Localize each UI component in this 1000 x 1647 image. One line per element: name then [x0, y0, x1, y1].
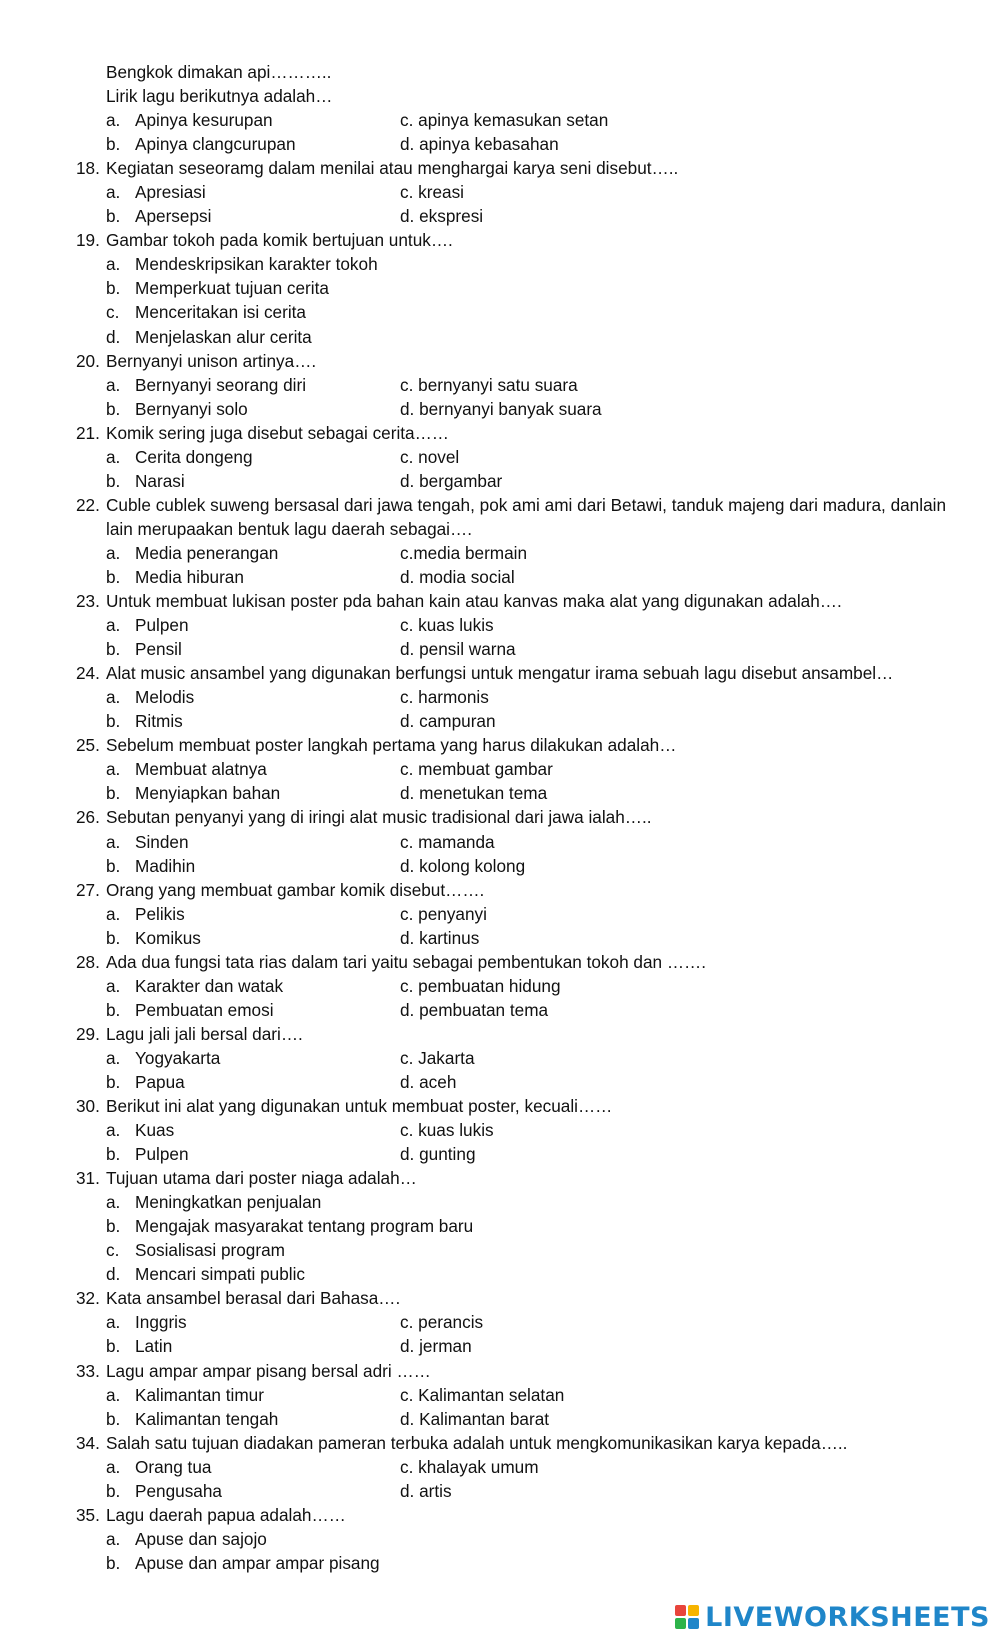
- option-text[interactable]: Memperkuat tujuan cerita: [135, 278, 329, 299]
- option-row: [76, 252, 946, 276]
- question-number: 19.: [76, 230, 100, 251]
- question-block: [76, 156, 946, 228]
- option-row: [76, 1214, 946, 1238]
- option-text[interactable]: Pembuatan emosi: [135, 999, 274, 1020]
- question-block: [76, 1022, 946, 1094]
- question-number: 33.: [76, 1360, 100, 1381]
- worksheet-document: [76, 60, 946, 1575]
- option-text[interactable]: d. bergambar: [400, 470, 503, 491]
- option-letter: b.: [106, 927, 121, 948]
- option-text[interactable]: c. kreasi: [400, 182, 464, 203]
- option-letter: a.: [106, 1120, 121, 1141]
- option-text[interactable]: c. perancis: [400, 1312, 484, 1333]
- question-number: 22.: [76, 494, 100, 515]
- option-text[interactable]: Orang tua: [135, 1456, 212, 1477]
- option-letter: a.: [106, 759, 121, 780]
- option-row: [76, 1551, 946, 1575]
- option-row: [76, 300, 946, 324]
- option-text[interactable]: c. membuat gambar: [400, 759, 553, 780]
- option-text[interactable]: d. Kalimantan barat: [400, 1408, 550, 1429]
- question-text: Kata ansambel berasal dari Bahasa….: [106, 1288, 401, 1309]
- option-text[interactable]: d. apinya kebasahan: [400, 134, 559, 155]
- question-number: 28.: [76, 951, 100, 972]
- option-row: [76, 445, 946, 469]
- option-row: [76, 830, 946, 854]
- option-row: [76, 902, 946, 926]
- option-letter: d.: [106, 326, 121, 347]
- option-row: [76, 998, 946, 1022]
- option-letter: a.: [106, 1312, 121, 1333]
- option-row: [76, 1383, 946, 1407]
- option-row: [76, 325, 946, 349]
- question-list: [76, 156, 946, 1575]
- option-text[interactable]: Pulpen: [135, 615, 189, 636]
- question-text: Cuble cublek suweng bersasal dari jawa tengah, pok ami ami dari Betawi, tanduk majeng dari madura, danlain lain merupaakan bentuk lagu daerah sebagai….: [106, 494, 946, 539]
- option-text[interactable]: Madihin: [135, 855, 196, 876]
- question-text: Orang yang membuat gambar komik disebut…….: [106, 879, 485, 900]
- option-row: [76, 974, 946, 998]
- question-number: 21.: [76, 422, 100, 443]
- question-number: 24.: [76, 663, 100, 684]
- intro-text: Lirik lagu berikutnya adalah…: [106, 86, 333, 107]
- option-row: [76, 1070, 946, 1094]
- question-text: Bernyanyi unison artinya….: [106, 350, 317, 371]
- option-row: [76, 709, 946, 733]
- option-row: [76, 637, 946, 661]
- option-text[interactable]: c. kuas lukis: [400, 1120, 494, 1141]
- option-letter: d.: [106, 1264, 121, 1285]
- option-row: [76, 132, 946, 156]
- option-letter: b.: [106, 783, 121, 804]
- option-row: [76, 469, 946, 493]
- question-block: [76, 228, 946, 348]
- option-row: [76, 1142, 946, 1166]
- option-row: [76, 565, 946, 589]
- option-text[interactable]: Apuse dan sajojo: [135, 1528, 267, 1549]
- option-text[interactable]: Apinya clangcurupan: [135, 134, 296, 155]
- question-stem: [76, 228, 946, 252]
- option-text[interactable]: Kuas: [135, 1120, 175, 1141]
- option-text[interactable]: Papua: [135, 1071, 185, 1092]
- liveworksheets-logo: [675, 1599, 990, 1635]
- option-row: [76, 1118, 946, 1142]
- option-text[interactable]: Karakter dan watak: [135, 975, 284, 996]
- option-text[interactable]: Apuse dan ampar ampar pisang: [135, 1552, 380, 1573]
- option-letter: b.: [106, 1071, 121, 1092]
- option-row: [76, 1455, 946, 1479]
- option-text[interactable]: c. novel: [400, 446, 460, 467]
- option-text[interactable]: Sinden: [135, 831, 189, 852]
- question-block: [76, 493, 946, 589]
- option-letter: a.: [106, 1456, 121, 1477]
- option-letter: b.: [106, 398, 121, 419]
- option-letter: a.: [106, 182, 121, 203]
- option-letter: b.: [106, 278, 121, 299]
- option-text[interactable]: Membuat alatnya: [135, 759, 267, 780]
- option-letter: b.: [106, 134, 121, 155]
- option-row: [76, 1479, 946, 1503]
- option-text[interactable]: c. pembuatan hidung: [400, 975, 561, 996]
- question-block: [76, 805, 946, 877]
- question-text: Sebelum membuat poster langkah pertama yang harus dilakukan adalah…: [106, 735, 677, 756]
- option-letter: a.: [106, 1192, 121, 1213]
- question-text: Alat music ansambel yang digunakan berfungsi untuk mengatur irama sebuah lagu disebut ansambel…: [106, 663, 894, 684]
- option-letter: a.: [106, 831, 121, 852]
- intro-line: [76, 60, 946, 84]
- option-letter: a.: [106, 110, 121, 131]
- question-text: Ada dua fungsi tata rias dalam tari yaitu sebagai pembentukan tokoh dan …….: [106, 951, 707, 972]
- option-letter: a.: [106, 903, 121, 924]
- option-letter: a.: [106, 1528, 121, 1549]
- option-text[interactable]: d. ekspresi: [400, 206, 484, 227]
- question-block: [76, 950, 946, 1022]
- option-text[interactable]: Mencari simpati public: [135, 1264, 306, 1285]
- option-row: [76, 1046, 946, 1070]
- question-stem: [76, 1022, 946, 1046]
- option-text[interactable]: Pelikis: [135, 903, 185, 924]
- option-text[interactable]: c. kuas lukis: [400, 615, 494, 636]
- option-text[interactable]: Kalimantan timur: [135, 1384, 264, 1405]
- option-letter: b.: [106, 639, 121, 660]
- option-letter: b.: [106, 1408, 121, 1429]
- question-text: Berikut ini alat yang digunakan untuk membuat poster, kecuali……: [106, 1096, 613, 1117]
- question-stem: [76, 493, 946, 541]
- option-letter: b.: [106, 1144, 121, 1165]
- option-letter: a.: [106, 615, 121, 636]
- option-text[interactable]: d. kartinus: [400, 927, 480, 948]
- question-text: Lagu daerah papua adalah……: [106, 1504, 346, 1525]
- option-text[interactable]: d. kolong kolong: [400, 855, 526, 876]
- option-row: [76, 1310, 946, 1334]
- option-row: [76, 541, 946, 565]
- option-text[interactable]: d. pembuatan tema: [400, 999, 549, 1020]
- question-stem: [76, 1503, 946, 1527]
- option-letter: a.: [106, 374, 121, 395]
- option-text[interactable]: Bernyanyi seorang diri: [135, 374, 307, 395]
- option-text[interactable]: Latin: [135, 1336, 173, 1357]
- option-row: [76, 854, 946, 878]
- option-text[interactable]: Cerita dongeng: [135, 446, 253, 467]
- option-text[interactable]: d. modia social: [400, 566, 515, 587]
- option-row: [76, 1407, 946, 1431]
- option-letter: a.: [106, 446, 121, 467]
- question-stem: [76, 1094, 946, 1118]
- option-text[interactable]: Mendeskripsikan karakter tokoh: [135, 254, 378, 275]
- question-number: 20.: [76, 350, 100, 371]
- question-block: [76, 421, 946, 493]
- question-number: 23.: [76, 591, 100, 612]
- question-text: Salah satu tujuan diadakan pameran terbuka adalah untuk mengkomunikasikan karya kepada…..: [106, 1432, 848, 1453]
- option-text[interactable]: Ritmis: [135, 711, 183, 732]
- option-row: [76, 781, 946, 805]
- option-text[interactable]: Bernyanyi solo: [135, 398, 248, 419]
- option-text[interactable]: Melodis: [135, 687, 195, 708]
- question-stem: [76, 1431, 946, 1455]
- option-row: [76, 1238, 946, 1262]
- option-text[interactable]: d. menetukan tema: [400, 783, 548, 804]
- liveworksheets-logo-text: LIVEWORKSHEETS: [705, 1601, 990, 1633]
- option-letter: a.: [106, 1384, 121, 1405]
- option-letter: a.: [106, 975, 121, 996]
- option-text[interactable]: Mengajak masyarakat tentang program baru: [135, 1216, 474, 1237]
- question-number: 29.: [76, 1023, 100, 1044]
- option-text[interactable]: Apersepsi: [135, 206, 212, 227]
- question-number: 18.: [76, 158, 100, 179]
- option-text[interactable]: Media penerangan: [135, 542, 279, 563]
- option-letter: b.: [106, 470, 121, 491]
- option-text[interactable]: Komikus: [135, 927, 201, 948]
- question-block: [76, 1503, 946, 1575]
- option-text[interactable]: Yogyakarta: [135, 1047, 221, 1068]
- option-letter: a.: [106, 1047, 121, 1068]
- question-number: 32.: [76, 1288, 100, 1309]
- option-text[interactable]: Inggris: [135, 1312, 187, 1333]
- option-text[interactable]: d. pensil warna: [400, 639, 516, 660]
- option-text[interactable]: c. apinya kemasukan setan: [400, 110, 609, 131]
- question-stem: [76, 950, 946, 974]
- question-block: [76, 1431, 946, 1503]
- question-block: [76, 349, 946, 421]
- option-row: [76, 108, 946, 132]
- option-text[interactable]: Pengusaha: [135, 1480, 222, 1501]
- option-letter: c.: [106, 1240, 120, 1261]
- question-text: Komik sering juga disebut sebagai cerita……: [106, 422, 449, 443]
- option-text[interactable]: d. bernyanyi banyak suara: [400, 398, 602, 419]
- question-block: [76, 733, 946, 805]
- option-text[interactable]: c.media bermain: [400, 542, 528, 563]
- question-stem: [76, 661, 946, 685]
- question-number: 25.: [76, 735, 100, 756]
- option-text[interactable]: c. khalayak umum: [400, 1456, 539, 1477]
- question-number: 34.: [76, 1432, 100, 1453]
- option-letter: b.: [106, 1552, 121, 1573]
- option-row: [76, 926, 946, 950]
- option-text[interactable]: Kalimantan tengah: [135, 1408, 279, 1429]
- option-letter: b.: [106, 566, 121, 587]
- option-letter: b.: [106, 1216, 121, 1237]
- option-text[interactable]: Menyiapkan bahan: [135, 783, 281, 804]
- question-stem: [76, 349, 946, 373]
- question-text: Gambar tokoh pada komik bertujuan untuk….: [106, 230, 453, 251]
- option-letter: b.: [106, 206, 121, 227]
- option-letter: c.: [106, 302, 120, 323]
- option-letter: b.: [106, 1336, 121, 1357]
- option-row: [76, 204, 946, 228]
- option-letter: a.: [106, 542, 121, 563]
- question-number: 26.: [76, 807, 100, 828]
- option-text[interactable]: c. harmonis: [400, 687, 489, 708]
- option-text[interactable]: Sosialisasi program: [135, 1240, 285, 1261]
- question-block: [76, 1094, 946, 1166]
- option-text[interactable]: Menceritakan isi cerita: [135, 302, 306, 323]
- option-text[interactable]: c. bernyanyi satu suara: [400, 374, 578, 395]
- question-stem: [76, 421, 946, 445]
- question-block: [76, 1286, 946, 1358]
- question-stem: [76, 1166, 946, 1190]
- option-row: [76, 1527, 946, 1551]
- option-text[interactable]: Pulpen: [135, 1144, 189, 1165]
- question-text: Lagu ampar ampar pisang bersal adri ……: [106, 1360, 431, 1381]
- option-text[interactable]: d. aceh: [400, 1071, 457, 1092]
- option-row: [76, 180, 946, 204]
- intro-text: Bengkok dimakan api………..: [106, 62, 332, 82]
- option-row: [76, 373, 946, 397]
- option-letter: a.: [106, 254, 121, 275]
- intro-line: [76, 84, 946, 108]
- option-text[interactable]: c. penyanyi: [400, 903, 487, 924]
- question-number: 27.: [76, 879, 100, 900]
- option-row: [76, 1190, 946, 1214]
- option-row: [76, 397, 946, 421]
- option-letter: b.: [106, 999, 121, 1020]
- question-block: [76, 1359, 946, 1431]
- intro-block: [76, 60, 946, 156]
- question-block: [76, 878, 946, 950]
- question-stem: [76, 1286, 946, 1310]
- question-stem: [76, 805, 946, 829]
- question-text: Untuk membuat lukisan poster pda bahan kain atau kanvas maka alat yang digunakan adalah….: [106, 591, 842, 612]
- option-text[interactable]: Pensil: [135, 639, 182, 660]
- liveworksheets-logo-icon: [675, 1605, 699, 1629]
- option-letter: b.: [106, 855, 121, 876]
- option-letter: b.: [106, 711, 121, 732]
- question-stem: [76, 589, 946, 613]
- option-row: [76, 757, 946, 781]
- question-stem: [76, 1359, 946, 1383]
- option-text[interactable]: Media hiburan: [135, 566, 244, 587]
- option-text[interactable]: c. Kalimantan selatan: [400, 1384, 565, 1405]
- option-text[interactable]: Apresiasi: [135, 182, 206, 203]
- option-text[interactable]: d. gunting: [400, 1144, 476, 1165]
- question-number: 31.: [76, 1168, 100, 1189]
- option-text[interactable]: c. mamanda: [400, 831, 495, 852]
- question-text: Tujuan utama dari poster niaga adalah…: [106, 1168, 417, 1189]
- question-stem: [76, 156, 946, 180]
- option-row: [76, 1334, 946, 1358]
- option-letter: b.: [106, 1480, 121, 1501]
- option-text[interactable]: Apinya kesurupan: [135, 110, 273, 131]
- question-text: Sebutan penyanyi yang di iringi alat music tradisional dari jawa ialah…..: [106, 807, 652, 828]
- option-row: [76, 1262, 946, 1286]
- question-stem: [76, 733, 946, 757]
- question-block: [76, 661, 946, 733]
- option-row: [76, 613, 946, 637]
- question-text: Kegiatan seseoramg dalam menilai atau menghargai karya seni disebut…..: [106, 158, 679, 179]
- question-number: 30.: [76, 1096, 100, 1117]
- option-text[interactable]: d. campuran: [400, 711, 496, 732]
- option-text[interactable]: d. artis: [400, 1480, 452, 1501]
- question-text: Lagu jali jali bersal dari….: [106, 1023, 303, 1044]
- question-block: [76, 1166, 946, 1286]
- question-block: [76, 589, 946, 661]
- option-row: [76, 685, 946, 709]
- question-number: 35.: [76, 1504, 100, 1525]
- option-row: [76, 276, 946, 300]
- option-text[interactable]: d. jerman: [400, 1336, 472, 1357]
- option-text[interactable]: Narasi: [135, 470, 185, 491]
- option-text[interactable]: Menjelaskan alur cerita: [135, 326, 312, 347]
- option-letter: a.: [106, 687, 121, 708]
- option-text[interactable]: c. Jakarta: [400, 1047, 475, 1068]
- option-text[interactable]: Meningkatkan penjualan: [135, 1192, 322, 1213]
- question-stem: [76, 878, 946, 902]
